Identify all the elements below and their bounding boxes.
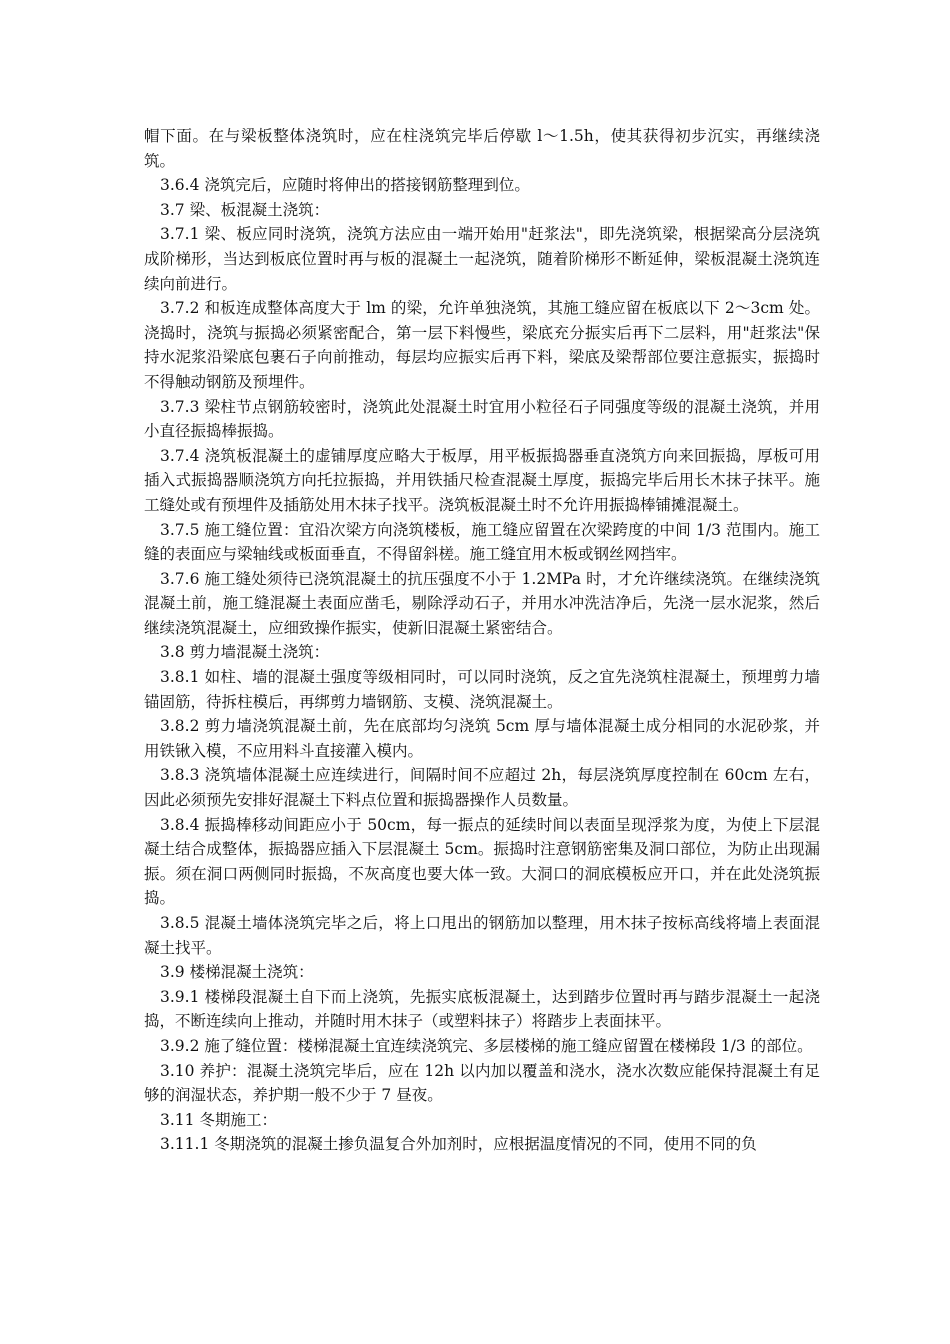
paragraph-3-11-1: 3.11.1 冬期浇筑的混凝土掺负温复合外加剂时，应根据温度情况的不同，使用不同的负 [160, 1135, 757, 1154]
paragraph-3-7-1: 3.7.1 梁、板应同时浇筑，浇筑方法应由一端开始用"赶浆法"，即先浇筑梁，根据梁高分层浇筑成阶梯形，当达到板底位置时再与板的混凝土一起浇筑，随着阶梯形不断延伸，梁板混凝土浇筑连续向前进行。 [144, 225, 820, 293]
paragraph-3-7-2: 3.7.2 和板连成整体高度大于 lm 的梁，允许单独浇筑，其施工缝应留在板底以下 2～3cm 处。浇捣时，浇筑与振捣必须紧密配合，第一层下料慢些，梁底充分振实后再下二层料，用"赶浆法"保持水泥浆沿梁底包裹石子向前推动，每层均应振实后再下料，梁底及梁帮部位要注意振实，振捣时不得触动钢筋及预埋件。 [144, 299, 820, 391]
paragraph-3-9-2: 3.9.2 施了缝位置：楼梯混凝土宜连续浇筑完、多层楼梯的施工缝应留置在楼梯段 1/3 的部位。 [160, 1036, 813, 1055]
section-heading-3-9: 3.9 楼梯混凝土浇筑： [160, 963, 314, 982]
section-heading-3-8: 3.8 剪力墙混凝土浇筑： [160, 643, 330, 662]
paragraph-3-7-4: 3.7.4 浇筑板混凝土的虚铺厚度应略大于板厚，用平板振捣器垂直浇筑方向来回振捣，厚板可用插入式振捣器顺浇筑方向托拉振捣，并用铁插尺检查混凝土厚度，振捣完毕后用长木抹子抹平。施工缝处或有预埋件及插筋处用木抹子找平。浇筑板混凝土时不允许用振捣棒铺摊混凝土。 [144, 446, 820, 514]
paragraph-3-8-4: 3.8.4 振捣棒移动间距应小于 50cm，每一振点的延续时间以表面呈现浮浆为度，为使上下层混凝土结合成整体，振捣器应插入下层混凝土 5cm。振捣时注意钢筋密集及洞口部位，为防止出现漏振。须在洞口两侧同时振捣，不灰高度也要大体一致。大洞口的洞底模板应开口，并在此处浇筑振捣。 [144, 815, 820, 908]
section-heading-3-7: 3.7 梁、板混凝土浇筑： [160, 200, 330, 219]
paragraph-3-9-1: 3.9.1 楼梯段混凝土自下而上浇筑，先振实底板混凝土，达到踏步位置时再与踏步混凝土一起浇捣，不断连续向上推动，并随时用木抹子（或塑料抹子）将踏步上表面抹平。 [144, 987, 820, 1031]
paragraph-3-8-3: 3.8.3 浇筑墙体混凝土应连续进行，间隔时间不应超过 2h，每层浇筑厚度控制在 60cm 左右，因此必须预先安排好混凝土下料点位置和振捣器操作人员数量。 [144, 766, 820, 810]
paragraph-3-7-6: 3.7.6 施工缝处须待已浇筑混凝土的抗压强度不小于 1.2MPa 时，才允许继续浇筑。在继续浇筑混凝土前，施工缝混凝土表面应凿毛，剔除浮动石子，并用水冲洗洁净后，先浇一层水泥浆，然后继续浇筑混凝土，应细致操作振实，使新旧混凝土紧密结合。 [144, 569, 820, 637]
paragraph-3-7-5: 3.7.5 施工缝位置：宜沿次梁方向浇筑楼板，施工缝应留置在次梁跨度的中间 1/3 范围内。施工缝的表面应与梁轴线或板面垂直，不得留斜槎。施工缝宜用木板或钢丝网挡牢。 [144, 520, 820, 564]
paragraph-3-8-1: 3.8.1 如柱、墙的混凝土强度等级相同时，可以同时浇筑，反之宜先浇筑柱混凝土，预埋剪力墙锚固筋，待拆柱模后，再绑剪力墙钢筋、支模、浇筑混凝土。 [144, 668, 820, 711]
paragraph-3-8-2: 3.8.2 剪力墙浇筑混凝土前，先在底部均匀浇筑 5cm 厚与墙体混凝土成分相同的水泥砂浆，并用铁锹入模，不应用料斗直接灌入模内。 [144, 717, 820, 760]
paragraph-3-10: 3.10 养护：混凝土浇筑完毕后，应在 12h 以内加以覆盖和浇水，浇水次数应能保持混凝土有足够的润湿状态，养护期一般不少于 7 昼夜。 [144, 1061, 820, 1105]
paragraph-continuation: 帽下面。在与梁板整体浇筑时，应在柱浇筑完毕后停歇 l～1.5h，使其获得初步沉实，再继续浇筑。 [144, 127, 820, 170]
section-heading-3-11: 3.11 冬期施工： [160, 1110, 277, 1129]
paragraph-3-7-3: 3.7.3 梁柱节点钢筋较密时，浇筑此处混凝土时宜用小粒径石子同强度等级的混凝土浇筑，并用小直径振捣棒振捣。 [144, 397, 820, 441]
document-body [144, 124, 820, 1157]
paragraph-3-6-4: 3.6.4 浇筑完后，应随时将伸出的搭接钢筋整理到位。 [160, 176, 530, 195]
paragraph-3-8-5: 3.8.5 混凝土墙体浇筑完毕之后，将上口甩出的钢筋加以整理，用木抹子按标高线将墙上表面混凝土找平。 [144, 914, 820, 957]
